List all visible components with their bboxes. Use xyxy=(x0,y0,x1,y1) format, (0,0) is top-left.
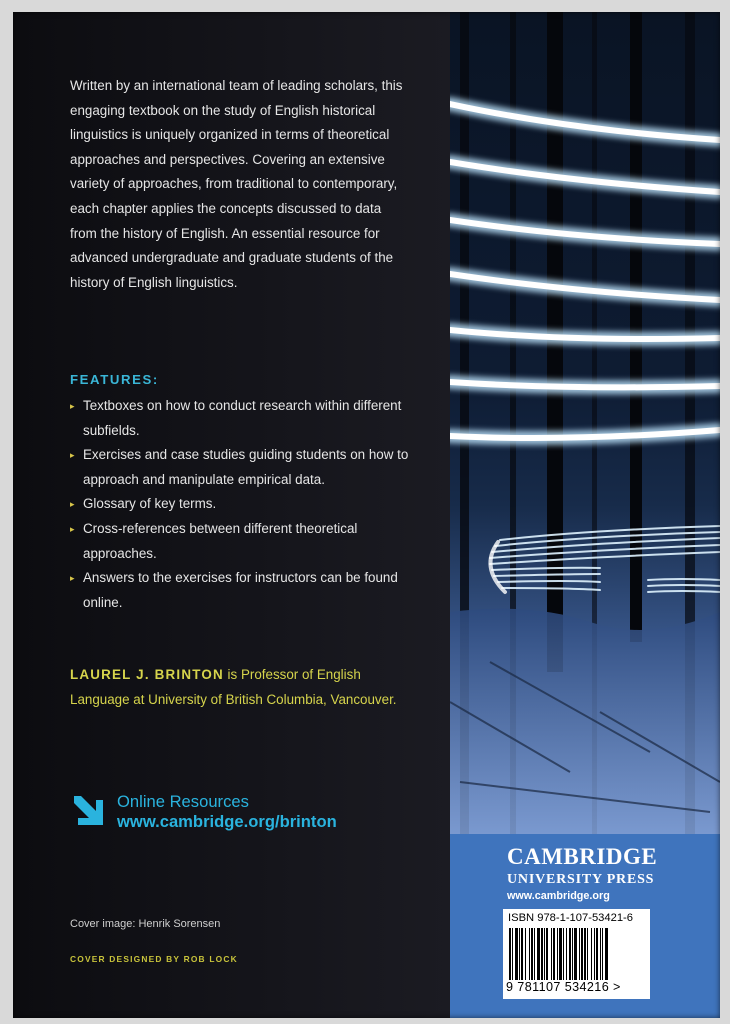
feature-item: ▸ Answers to the exercises for instructors can be found online. xyxy=(70,566,420,615)
author-name: LAUREL J. BRINTON xyxy=(70,667,224,682)
feature-item: ▸ Exercises and case studies guiding students on how to approach and manipulate empirical data. xyxy=(70,443,420,492)
arrow-down-right-icon xyxy=(70,792,106,828)
triangle-bullet-icon: ▸ xyxy=(70,523,75,534)
triangle-bullet-icon: ▸ xyxy=(70,573,75,584)
feature-item: ▸ Cross-references between different theoretical approaches. xyxy=(70,517,420,566)
online-resources-label: Online Resources xyxy=(117,792,249,811)
publisher-url: www.cambridge.org xyxy=(507,890,610,902)
triangle-bullet-icon: ▸ xyxy=(70,401,75,411)
publisher-panel xyxy=(450,834,720,1018)
author-bio xyxy=(70,663,415,712)
publisher-name: CAMBRIDGE xyxy=(507,844,658,869)
triangle-bullet-icon: ▸ xyxy=(70,499,75,510)
feature-item: ▸ Glossary of key terms. xyxy=(70,492,420,517)
author-description: is Professor of English Language at University of British Columbia, Vancouver. xyxy=(70,667,397,707)
barcode-digits: 9 781107 534216 > xyxy=(506,980,621,994)
features-list xyxy=(70,394,420,615)
barcode-box xyxy=(503,909,650,999)
features-heading: FEATURES: xyxy=(70,372,159,387)
back-cover xyxy=(13,12,720,1018)
cover-image-credit: Cover image: Henrik Sorensen xyxy=(70,918,221,930)
online-resources-url[interactable]: www.cambridge.org/brinton xyxy=(117,812,337,831)
cover-designer-credit: COVER DESIGNED BY ROB LOCK xyxy=(70,954,238,964)
triangle-bullet-icon: ▸ xyxy=(70,450,75,461)
cover-photo xyxy=(450,12,720,834)
isbn-number: ISBN 978-1-107-53421-6 xyxy=(508,912,634,924)
publisher-press: UNIVERSITY PRESS xyxy=(507,872,655,887)
feature-item: ▸ Textboxes on how to conduct research within different subfields. xyxy=(70,394,420,443)
barcode-icon xyxy=(509,928,644,980)
book-description: Written by an international team of leading scholars, this engaging textbook on the study of English historical linguistics is uniquely organized in terms of theoretical approaches and perspectives. Covering an extensive variety of approaches, from traditional to contemporary, each chapter applies the concepts discussed to data from the history of English. An essential resource for advanced undergraduate and graduate students of the history of English linguistics. xyxy=(70,78,403,290)
